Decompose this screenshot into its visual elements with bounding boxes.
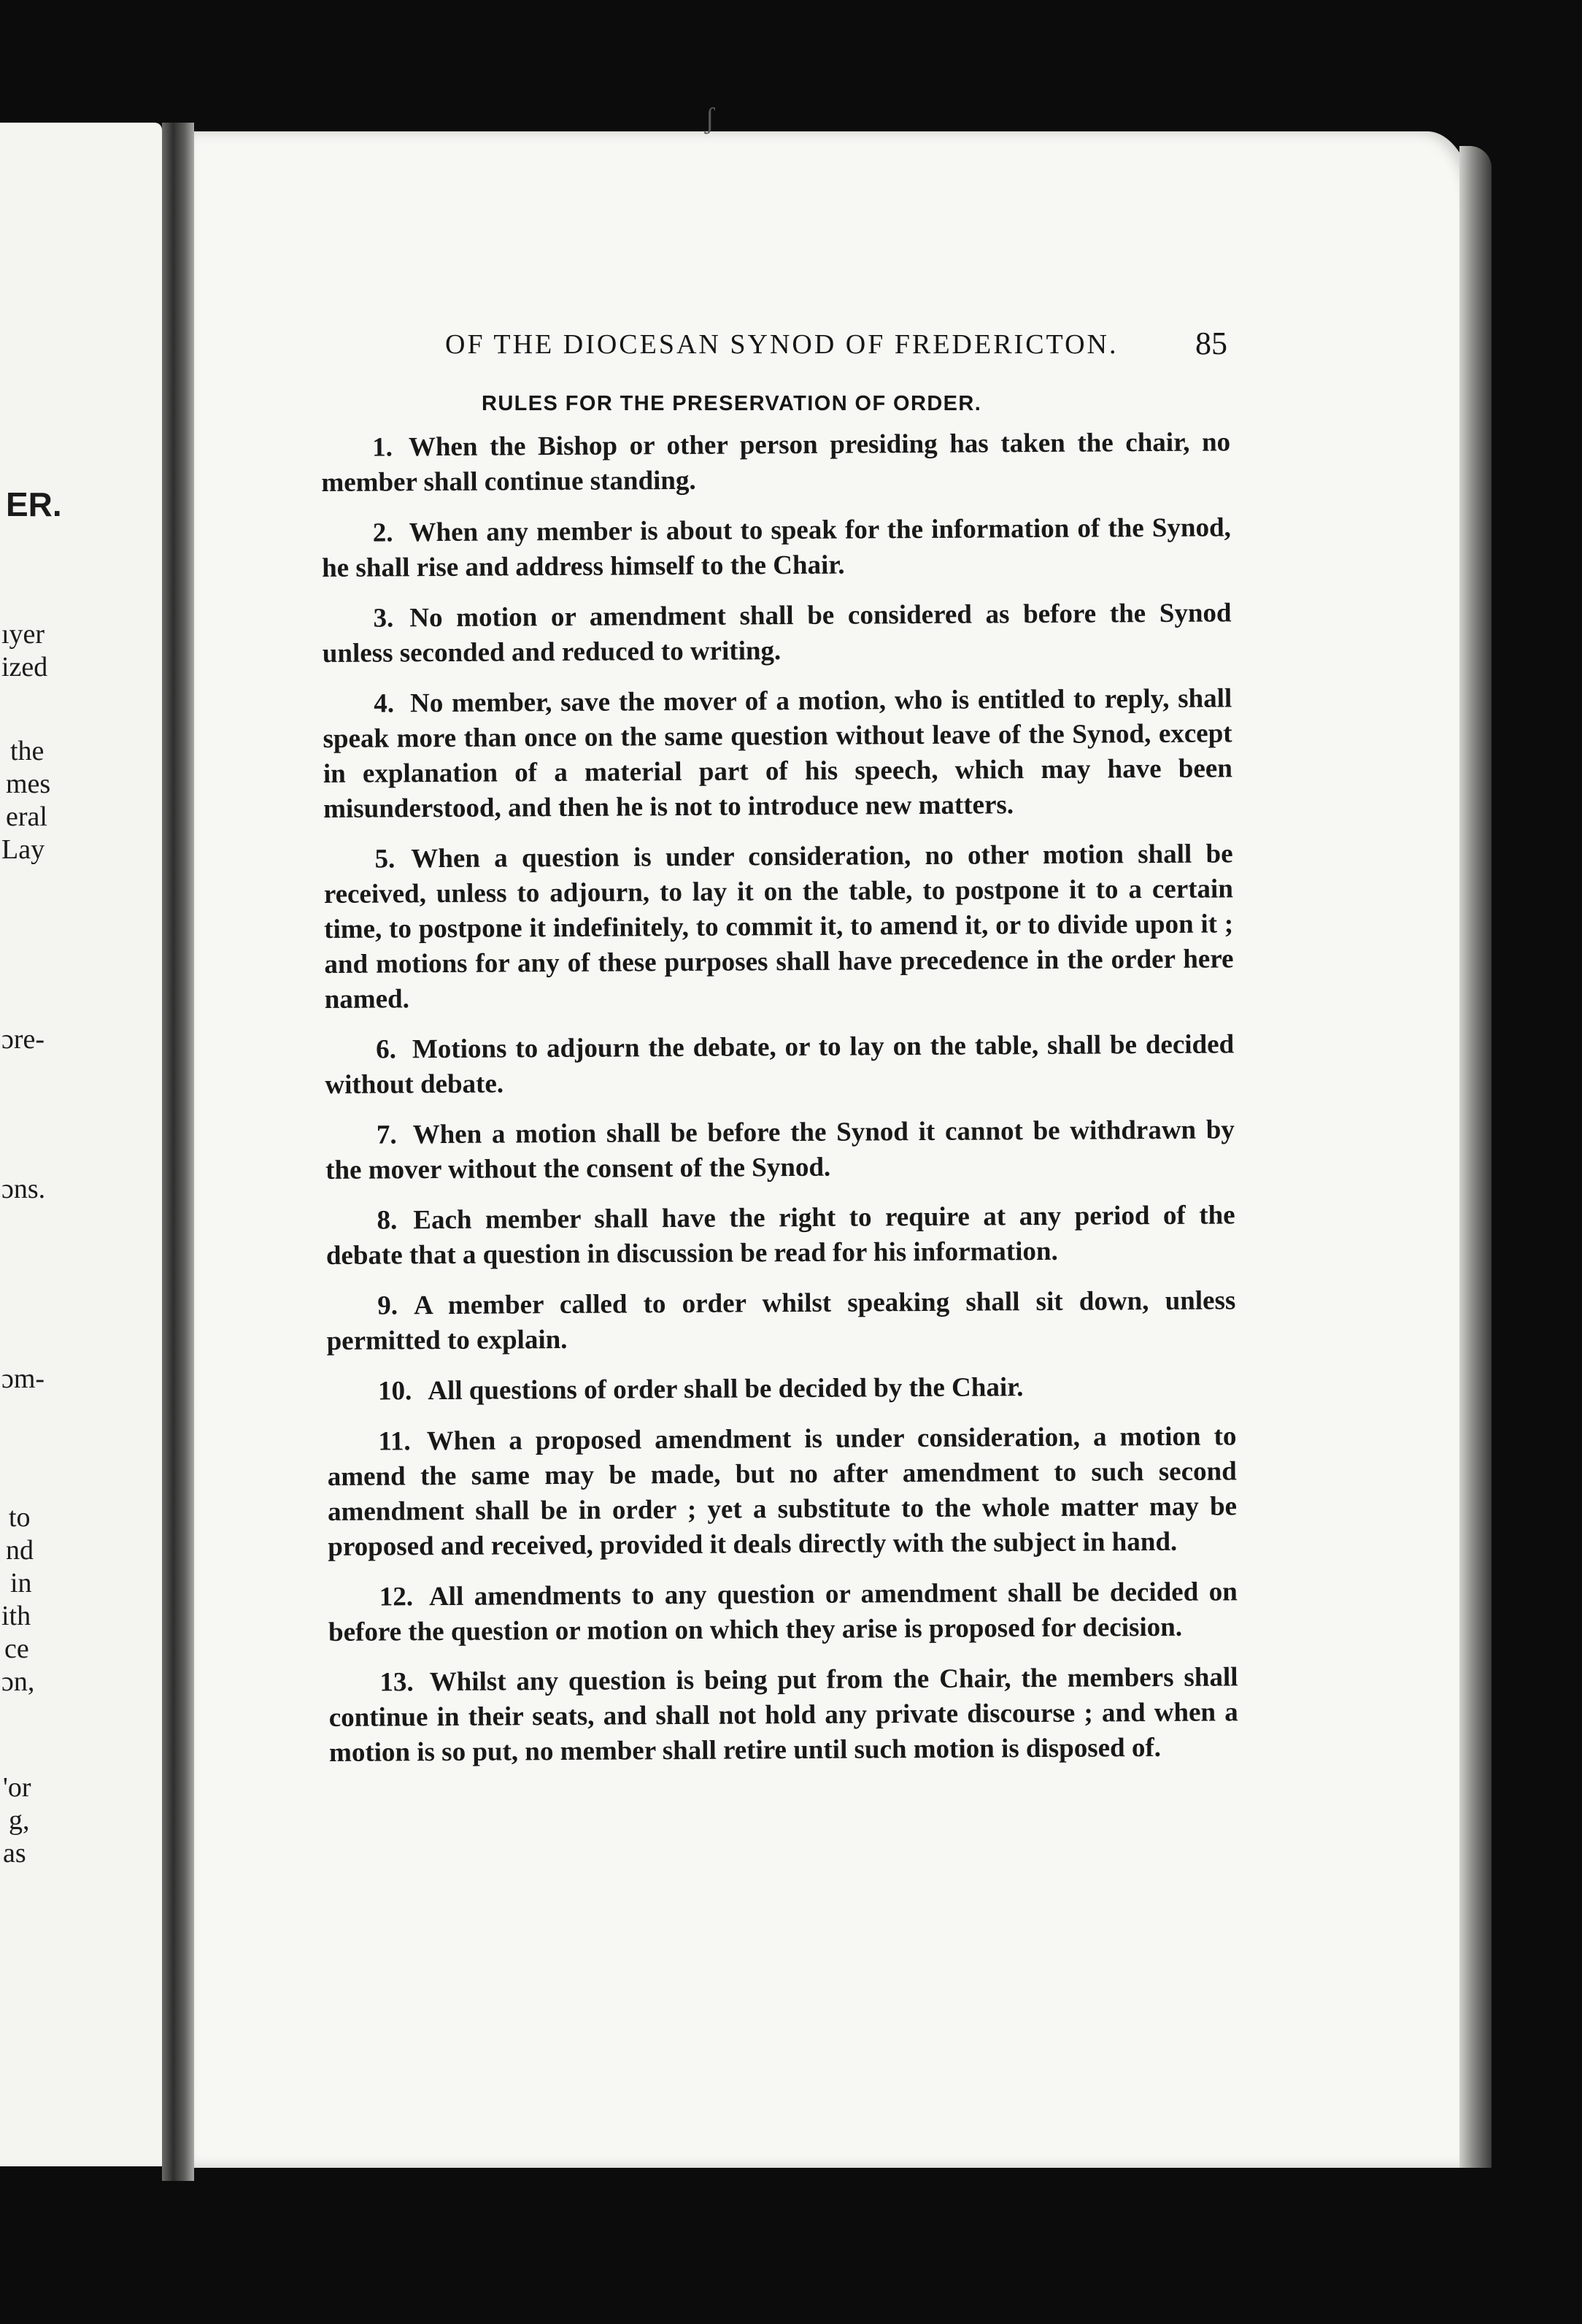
left-page-heading-fragment: ER. [6, 485, 62, 523]
left-page-text-fragment: ɔn, [1, 1666, 35, 1697]
left-page-text-fragment: the [10, 736, 45, 766]
rule-paragraph [321, 425, 1231, 501]
rule-paragraph [325, 1198, 1235, 1274]
book-gutter [162, 123, 194, 2181]
rule-text: When any member is about to speak for the information of the Synod, he shall rise and address himself to the Chair. [322, 512, 1231, 583]
left-page-text-fragment: ıyer [1, 619, 45, 650]
rule-text: When the Bishop or other person presiding has taken the chair, no member shall continue standing. [321, 427, 1231, 498]
rule-paragraph [322, 510, 1232, 586]
rule-number: 7. [376, 1120, 397, 1150]
rule-number: 6. [376, 1034, 397, 1065]
rules-list [321, 425, 1238, 1786]
left-page-text-fragment: as [3, 1838, 26, 1869]
rule-number: 4. [374, 688, 395, 719]
ink-mark: ʃ [705, 101, 715, 134]
rule-number: 3. [373, 603, 394, 634]
rule-number: 2. [372, 517, 393, 548]
rule-paragraph [322, 596, 1232, 672]
rule-paragraph [325, 1112, 1235, 1188]
left-page-text-fragment: ce [4, 1634, 29, 1664]
rule-text: When a motion shall be before the Synod it cannot be withdrawn by the mover without the consent of the Synod. [325, 1115, 1235, 1185]
rule-paragraph [326, 1283, 1236, 1359]
section-title: RULES FOR THE PRESERVATION OF ORDER. [482, 392, 982, 415]
left-page-text-fragment: ɔns. [1, 1174, 46, 1204]
rule-paragraph [323, 836, 1233, 1017]
rule-text: Motions to adjourn the debate, or to lay on the table, shall be decided without debate. [325, 1029, 1235, 1100]
left-page-text-fragment: ith [1, 1601, 31, 1631]
rule-paragraph [327, 1369, 1236, 1409]
rule-paragraph [328, 1574, 1238, 1650]
rule-number: 13. [379, 1667, 414, 1698]
left-page-text-fragment: nd [6, 1535, 34, 1566]
rule-text: No motion or amendment shall be considered as before the Synod unless seconded and reduced to writing. [322, 598, 1232, 669]
rule-number: 11. [378, 1426, 411, 1457]
left-page-text-fragment: ɔm- [1, 1363, 45, 1394]
left-page-text-fragment: in [10, 1568, 32, 1598]
left-page-text-fragment: to [9, 1502, 31, 1533]
rule-number: 10. [377, 1376, 412, 1407]
rule-number: 8. [377, 1205, 398, 1236]
rule-text: When a proposed amendment is under consideration, a motion to amend the same may be made, but no after amendment to such second amendment shall be in order ; yet a substitute to the whole matter may be proposed and received, provided it deals directly with the subject in hand. [327, 1421, 1238, 1562]
rule-number: 5. [374, 844, 396, 874]
left-page-text-fragment: mes [6, 769, 51, 799]
rule-text: All questions of order shall be decided by the Chair. [428, 1372, 1024, 1407]
left-page-text-fragment: g, [9, 1805, 30, 1836]
rule-number: 9. [377, 1290, 398, 1321]
page-edge [1459, 146, 1492, 2168]
rule-paragraph [327, 1419, 1237, 1565]
left-page-text-fragment: 'or [3, 1772, 31, 1803]
left-page-text-fragment: ɔre- [1, 1024, 45, 1055]
left-facing-page [0, 123, 162, 2166]
left-page-text-fragment: eral [6, 801, 47, 832]
rule-paragraph [328, 1660, 1238, 1771]
rule-text: A member called to order whilst speaking shall sit down, unless permitted to explain. [326, 1285, 1236, 1356]
rule-text: All amendments to any question or amendment shall be decided on before the question or motion on which they arise is proposed for decision. [328, 1577, 1238, 1647]
rule-text: No member, save the mover of a motion, who is entitled to reply, shall speak more than once on the same question without leave of the Synod, except in explanation of a material part of his speech, which may have been misunderstood, and then he is not to introduce new matters. [323, 683, 1232, 824]
rule-paragraph [325, 1027, 1235, 1103]
rule-paragraph [323, 681, 1232, 827]
left-page-text-fragment: Lay [1, 834, 45, 865]
rule-number: 1. [372, 432, 393, 463]
rule-text: Each member shall have the right to require at any period of the debate that a question in discussion be read for his information. [325, 1200, 1235, 1271]
rule-text: When a question is under consideration, no other motion shall be received, unless to adjourn, to lay it on the table, to postpone it to a certain time, to postpone it indefinitely, to commit it, to amend it, or to divide upon it ; and motions for any of these purposes shall have precedence in the order here named. [323, 839, 1234, 1015]
rule-number: 12. [379, 1582, 414, 1612]
running-head: OF THE DIOCESAN SYNOD OF FREDERICTON. [445, 329, 1119, 360]
rule-text: Whilst any question is being put from the Chair, the members shall continue in their seats, and shall not hold any private discourse ; and when a motion is so put, no member shall retire until such motion is disposed of. [328, 1662, 1238, 1768]
page-number: 85 [1195, 326, 1227, 361]
left-page-text-fragment: ized [1, 652, 48, 682]
